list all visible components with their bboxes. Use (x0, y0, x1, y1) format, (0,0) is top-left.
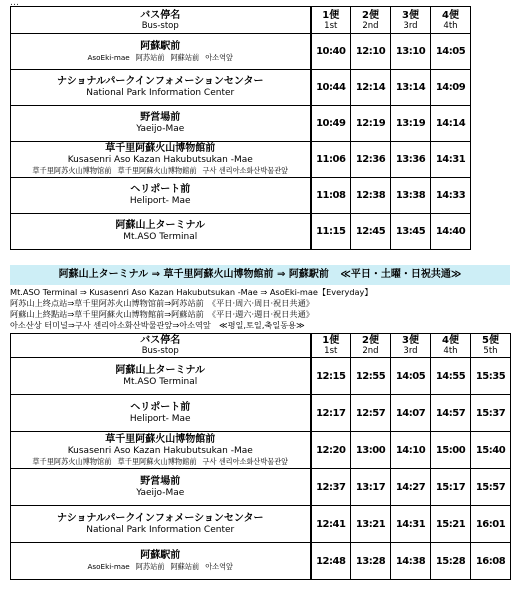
departure-time: 11:06 (311, 142, 351, 178)
stop-name-translation: AsoEki-mae (87, 562, 130, 571)
stop-name-jp: 阿蘇駅前 (140, 40, 181, 52)
stop-name-jp: ヘリポート前 (130, 184, 191, 195)
header-stop-en: Bus-stop (141, 20, 179, 31)
header-stop-jp: バス停名 (140, 335, 181, 346)
stop-name-translation: 阿苏站前 (135, 52, 165, 62)
departure-time: 12:15 (311, 358, 351, 395)
departure-time: 12:45 (351, 214, 391, 250)
departure-time: 13:19 (391, 106, 431, 142)
header-run-cell (431, 7, 471, 34)
header-run-cell (311, 7, 351, 34)
departure-time: 12:37 (311, 469, 351, 506)
departure-time: 10:40 (311, 34, 351, 70)
departure-time: 12:55 (351, 358, 391, 395)
header-stop-jp: バス停名 (140, 9, 181, 21)
header-run-ordinal: 3rd (403, 346, 418, 356)
departure-time: 14:40 (431, 214, 471, 250)
stop-name-cell (11, 70, 311, 106)
departure-time: 15:35 (471, 358, 511, 395)
departure-time: 13:10 (391, 34, 431, 70)
stop-name-jp: 阿蘇山上ターミナル (115, 220, 205, 231)
stop-name-jp: ヘリポート前 (130, 401, 191, 413)
table-row (11, 34, 471, 70)
stop-name-translation: 阿蘇站前 (170, 52, 200, 62)
stop-name-jp: 草千里阿蘇火山博物館前 (105, 433, 216, 445)
header-run-number: 4便 (442, 9, 459, 21)
stop-name-jp: 阿蘇駅前 (140, 550, 181, 561)
stop-name-translations (11, 166, 310, 176)
departure-time: 13:21 (351, 506, 391, 543)
header-run-cell (351, 334, 391, 358)
timetable-outbound (10, 6, 471, 250)
stop-name-cell (11, 469, 311, 506)
stop-name-translation: 아소역앞 (205, 52, 233, 62)
header-run-number: 1便 (322, 335, 340, 346)
departure-time: 14:57 (431, 395, 471, 432)
departure-time: 13:28 (351, 543, 391, 580)
header-run-ordinal: 5th (483, 346, 498, 356)
departure-time: 15:37 (471, 395, 511, 432)
departure-time: 14:55 (431, 358, 471, 395)
table-row (11, 178, 471, 214)
stop-name-jp: 野営場前 (140, 475, 181, 487)
stop-name-cell (11, 142, 311, 178)
stop-name-translation: 아소역앞 (205, 562, 233, 571)
header-run-ordinal: 2nd (362, 346, 379, 356)
stop-name-translation: 草千里阿蘇火山博物館前 (117, 166, 197, 175)
header-run-number: 3便 (402, 335, 419, 346)
departure-time: 12:14 (351, 70, 391, 106)
departure-time: 12:20 (311, 432, 351, 469)
table-row (11, 506, 511, 543)
departure-time: 15:57 (471, 469, 511, 506)
departure-time: 14:10 (391, 432, 431, 469)
header-run-cell (351, 7, 391, 34)
departure-time: 10:44 (311, 70, 351, 106)
stop-name-jp: 草千里阿蘇火山博物館前 (105, 143, 216, 154)
header-run-ordinal: 4th (443, 20, 458, 31)
header-stop-en: Bus-stop (141, 346, 179, 356)
stop-name-translation: 草千里阿蘇火山博物館前 (117, 456, 197, 466)
departure-time: 11:08 (311, 178, 351, 214)
departure-time: 15:21 (431, 506, 471, 543)
stop-name-translations (11, 457, 310, 467)
stop-name-cell (11, 34, 311, 70)
header-row (11, 334, 511, 358)
header-stop-cell (11, 7, 311, 34)
departure-time: 15:17 (431, 469, 471, 506)
departure-time: 14:27 (391, 469, 431, 506)
stop-name-translations (11, 562, 310, 572)
header-run-number: 3便 (402, 9, 419, 21)
table-row (11, 395, 511, 432)
table-row (11, 214, 471, 250)
stop-name-translation: 구사 센리아소화산박물관앞 (202, 166, 289, 175)
top-partial-line: … (10, 0, 19, 6)
departure-time: 12:48 (311, 543, 351, 580)
departure-time: 15:40 (471, 432, 511, 469)
stop-name-cell (11, 178, 311, 214)
departure-time: 14:14 (431, 106, 471, 142)
departure-time: 12:10 (351, 34, 391, 70)
table-row (11, 469, 511, 506)
stop-name-cell (11, 214, 311, 250)
header-run-number: 2便 (362, 335, 379, 346)
header-run-cell (311, 334, 351, 358)
header-run-cell (391, 334, 431, 358)
header-run-ordinal: 1st (324, 20, 338, 31)
header-run-ordinal: 4th (443, 346, 458, 356)
header-run-cell (471, 334, 511, 358)
header-run-ordinal: 3rd (403, 20, 418, 31)
departure-time: 12:19 (351, 106, 391, 142)
departure-time: 12:36 (351, 142, 391, 178)
stop-name-jp: ナショナルパークインフォメーションセンター (56, 76, 264, 87)
route-subtitle-en: Mt.ASO Terminal ⇒ Kusasenri Aso Kazan Hakubutsukan -Mae ⇒ AsoEki-mae【Everyday】 (10, 287, 373, 297)
route-subtitle-zh-simplified: 阿苏山上终点站⇒草千里阿苏火山博物馆前⇒阿苏站前 《平日·周六·周日·祝日共通》 (10, 298, 314, 308)
departure-time: 16:08 (471, 543, 511, 580)
route-days: ≪平日・土曜・日祝共通≫ (340, 269, 462, 280)
stop-name-translation: 阿苏站前 (135, 562, 165, 571)
departure-time: 12:41 (311, 506, 351, 543)
stop-name-en: Kusasenri Aso Kazan Hakubutsukan -Mae (67, 155, 253, 165)
timetable-return (10, 333, 511, 580)
header-run-number: 5便 (482, 335, 499, 346)
stop-name-translation: 草千里阿苏火山博物馆前 (32, 166, 112, 175)
stop-name-cell (11, 543, 311, 580)
departure-time: 16:01 (471, 506, 511, 543)
stop-name-en: Heliport- Mae (129, 196, 191, 206)
departure-time: 14:31 (391, 506, 431, 543)
header-run-ordinal: 1st (324, 346, 338, 356)
departure-time: 10:49 (311, 106, 351, 142)
stop-name-translation: 구사 센리아소화산박물관앞 (202, 456, 289, 466)
header-stop-cell (11, 334, 311, 358)
stop-name-translation: AsoEki-mae (87, 52, 130, 62)
header-run-cell (431, 334, 471, 358)
stop-name-en: Kusasenri Aso Kazan Hakubutsukan -Mae (67, 445, 253, 456)
header-run-cell (391, 7, 431, 34)
stop-name-cell (11, 106, 311, 142)
stop-name-jp: 阿蘇山上ターミナル (115, 364, 205, 376)
table-row (11, 70, 471, 106)
stop-name-en: Mt.ASO Terminal (123, 376, 198, 387)
header-run-ordinal: 2nd (362, 20, 379, 31)
stop-name-translation: 草千里阿苏火山博物馆前 (32, 456, 112, 466)
departure-time: 12:17 (311, 395, 351, 432)
stop-name-jp: 野営場前 (140, 112, 181, 123)
stop-name-cell (11, 358, 311, 395)
table-row (11, 432, 511, 469)
departure-time: 14:31 (431, 142, 471, 178)
table-row (11, 543, 511, 580)
departure-time: 14:05 (391, 358, 431, 395)
stop-name-cell (11, 506, 311, 543)
header-run-number: 2便 (362, 9, 379, 21)
departure-time: 14:33 (431, 178, 471, 214)
stop-name-en: Yaeijo-Mae (136, 124, 185, 134)
departure-time: 14:05 (431, 34, 471, 70)
table-row (11, 142, 471, 178)
route-subtitle-zh-traditional: 阿蘇山上終點站⇒草千里阿蘇火山博物館前⇒阿蘇站前 《平日·週六·週日·祝日共通》 (10, 309, 314, 319)
route-title: 阿蘇山上ターミナル ⇒ 草千里阿蘇火山博物館前 ⇒ 阿蘇駅前 (58, 269, 329, 280)
header-row (11, 7, 471, 34)
header-run-number: 4便 (442, 335, 459, 346)
departure-time: 14:38 (391, 543, 431, 580)
table-row (11, 106, 471, 142)
departure-time: 12:57 (351, 395, 391, 432)
stop-name-en: National Park Information Center (86, 524, 235, 535)
departure-time: 15:00 (431, 432, 471, 469)
stop-name-cell (11, 395, 311, 432)
header-run-number: 1便 (322, 9, 340, 21)
departure-time: 13:14 (391, 70, 431, 106)
stop-name-translation: 阿蘇站前 (170, 562, 200, 571)
stop-name-en: National Park Information Center (86, 88, 235, 98)
route-banner (10, 265, 510, 285)
departure-time: 13:00 (351, 432, 391, 469)
table-row (11, 358, 511, 395)
stop-name-en: Yaeijo-Mae (136, 487, 185, 498)
stop-name-translations (11, 53, 310, 63)
departure-time: 13:36 (391, 142, 431, 178)
departure-time: 14:07 (391, 395, 431, 432)
stop-name-jp: ナショナルパークインフォメーションセンター (56, 512, 264, 524)
stop-name-cell (11, 432, 311, 469)
departure-time: 13:45 (391, 214, 431, 250)
departure-time: 11:15 (311, 214, 351, 250)
departure-time: 15:28 (431, 543, 471, 580)
stop-name-en: Heliport- Mae (129, 413, 191, 424)
departure-time: 13:17 (351, 469, 391, 506)
departure-time: 14:09 (431, 70, 471, 106)
route-subtitle-ko: 아소산상 터미널⇒구사 센리아소화산박물관앞⇒아소역앞 ≪평일,토일,축일동용≫ (10, 320, 305, 330)
stop-name-en: Mt.ASO Terminal (123, 232, 198, 242)
departure-time: 12:38 (351, 178, 391, 214)
departure-time: 13:38 (391, 178, 431, 214)
